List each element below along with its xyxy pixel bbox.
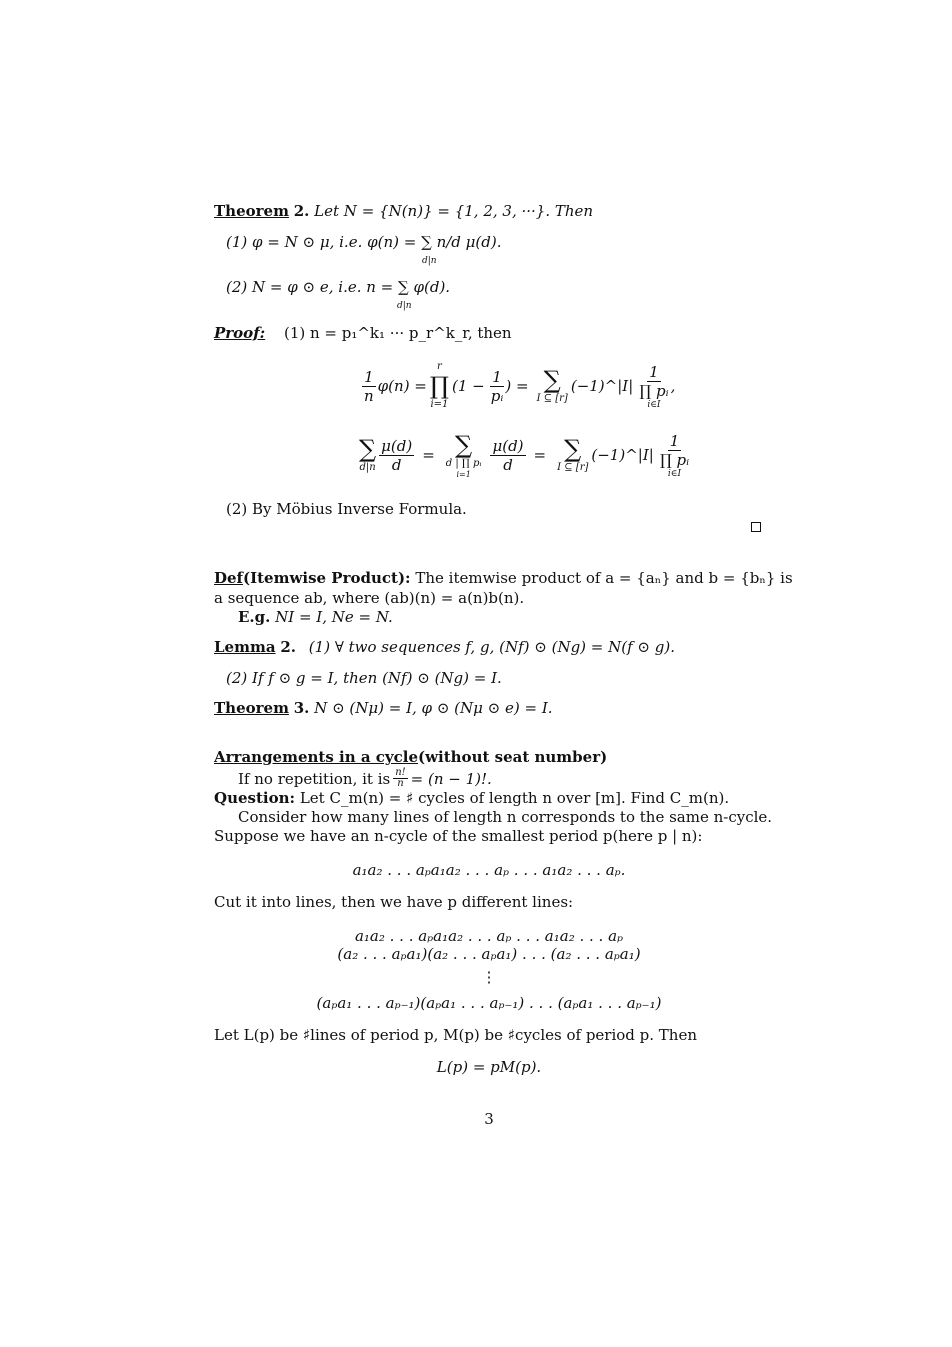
proof-line-1: Proof: (1) n = p₁^k₁ ··· p_r^k_r, then [214, 324, 512, 342]
arrangements-line-5: Cut it into lines, then we have p different lines: [214, 893, 574, 911]
proof-line-2: (2) By Möbius Inverse Formula. [226, 500, 467, 518]
arrangements-line-6: Let L(p) be ♯lines of period p, M(p) be ♯cycles of period p. Then [214, 1026, 698, 1044]
display-sequence: a₁a₂ . . . aₚa₁a₂ . . . aₚ . . . a₁a₂ . . . aₚ. [352, 861, 626, 879]
def-example: E.g. NI = I, Ne = N. [238, 608, 393, 626]
display-lp-equation: L(p) = pM(p). [436, 1058, 542, 1076]
theorem-2-item-1-sub: d|n [422, 256, 437, 266]
eq2-sum-1: ∑ d|n [359, 435, 377, 473]
arrangements-line-1: If no repetition, it is $\frac{n!}{n}$ = (n − 1)!. [238, 767, 492, 789]
eq1-right-fraction: 1 ∏ pᵢ i∈I [639, 362, 669, 410]
page-number: 3 [484, 1110, 494, 1128]
proof-equation-1: $\frac{1}{n}$ φ(n) = r ∏ i=1 (1 − $\frac{1}{\text{pᵢ}}$ ) = ∑ I ⊆ [r] (−1)^|I| 1 ∏ pᵢ i∈I , [364, 361, 676, 410]
arrangements-line-4: Suppose we have an n-cycle of the smallest period p(here p | n): [214, 827, 703, 845]
eq2-fraction-2: $\frac{\mu(d)}{d}$ [492, 436, 524, 474]
theorem-2-heading: Theorem 2. Let N = {N(n)} = {1, 2, 3, ···}. Then [214, 202, 594, 220]
def-label: Def [214, 569, 244, 587]
eq2-fraction-1: $\frac{\mu(d)}{d}$ [381, 436, 413, 474]
eq2-sum-2: ∑ d | ∏ pᵢ i=1 [445, 430, 482, 479]
eq2-right-fraction: 1 ∏ pᵢ i∈I [659, 431, 690, 479]
arrangements-heading: Arrangements in a cycle(without seat number) [214, 748, 608, 766]
question-label: Question: [214, 789, 296, 807]
question-line: Question: Let C_m(n) = ♯ cycles of length n over [m]. Find C_m(n). [214, 789, 730, 807]
eq1-lhs-fraction: $\frac{1}{n}$ [364, 367, 374, 405]
proof-equation-2: ∑ d|n $\frac{\mu(d)}{d}$ = ∑ d | ∏ pᵢ i=1 $\frac{\mu(d)}{d}$ = ∑ I ⊆ [r] (−1)^|I| 1 ∏ pᵢ i∈I [359, 430, 690, 479]
theorem-3-label: Theorem [214, 699, 289, 717]
lemma-2-line-1: Lemma 2. (1) ∀ two sequences f, g, (Nf) ⊙ (Ng) = N(f ⊙ g). [214, 638, 675, 656]
theorem-2-item-2: (2) N = φ ⊙ e, i.e. n = ∑ φ(d). [226, 278, 451, 296]
arrangements-line-3: Consider how many lines of length n corresponds to the same n-cycle. [238, 808, 773, 826]
proof-label: Proof: [214, 324, 266, 342]
def-line-2: a sequence ab, where (ab)(n) = a(n)b(n). [214, 589, 525, 607]
theorem-2-item-1: (1) φ = N ⊙ μ, i.e. φ(n) = ∑ n/d μ(d). [226, 233, 502, 251]
lines-array-row-1: a₁a₂ . . . aₚa₁a₂ . . . aₚ . . . a₁a₂ . . . aₚ [354, 927, 624, 945]
eq1-inner-fraction: $\frac{1}{\text{pᵢ}}$ [490, 367, 504, 405]
lemma-2-line-2: (2) If f ⊙ g = I, then (Nf) ⊙ (Ng) = I. [226, 669, 502, 687]
qed-square-icon [751, 522, 761, 532]
lines-array-row-last: (aₚa₁ . . . aₚ₋₁)(aₚa₁ . . . aₚ₋₁) . . . (aₚa₁ . . . aₚ₋₁) [316, 994, 662, 1012]
theorem-3: Theorem 3. N ⊙ (Nμ) = I, φ ⊙ (Nμ ⊙ e) = I. [214, 699, 553, 717]
lemma-2-label: Lemma [214, 638, 276, 656]
eq1-product: r ∏ i=1 [429, 361, 449, 410]
eq2-sum-3: ∑ I ⊆ [r] [557, 435, 589, 473]
lines-array-row-2: (a₂ . . . aₚa₁)(a₂ . . . aₚa₁) . . . (a₂ . . . aₚa₁) [337, 945, 641, 963]
theorem-2-item-2-sub: d|n [397, 301, 412, 311]
theorem-2-statement: Let N = {N(n)} = {1, 2, 3, ···}. Then [314, 202, 594, 220]
eq1-sum: ∑ I ⊆ [r] [536, 366, 568, 404]
theorem-2-label: Theorem [214, 202, 289, 220]
def-line-1: Def(Itemwise Product): The itemwise product of a = {aₙ} and b = {bₙ} is [214, 569, 793, 587]
lines-array-vdots: ⋮ [481, 968, 497, 986]
